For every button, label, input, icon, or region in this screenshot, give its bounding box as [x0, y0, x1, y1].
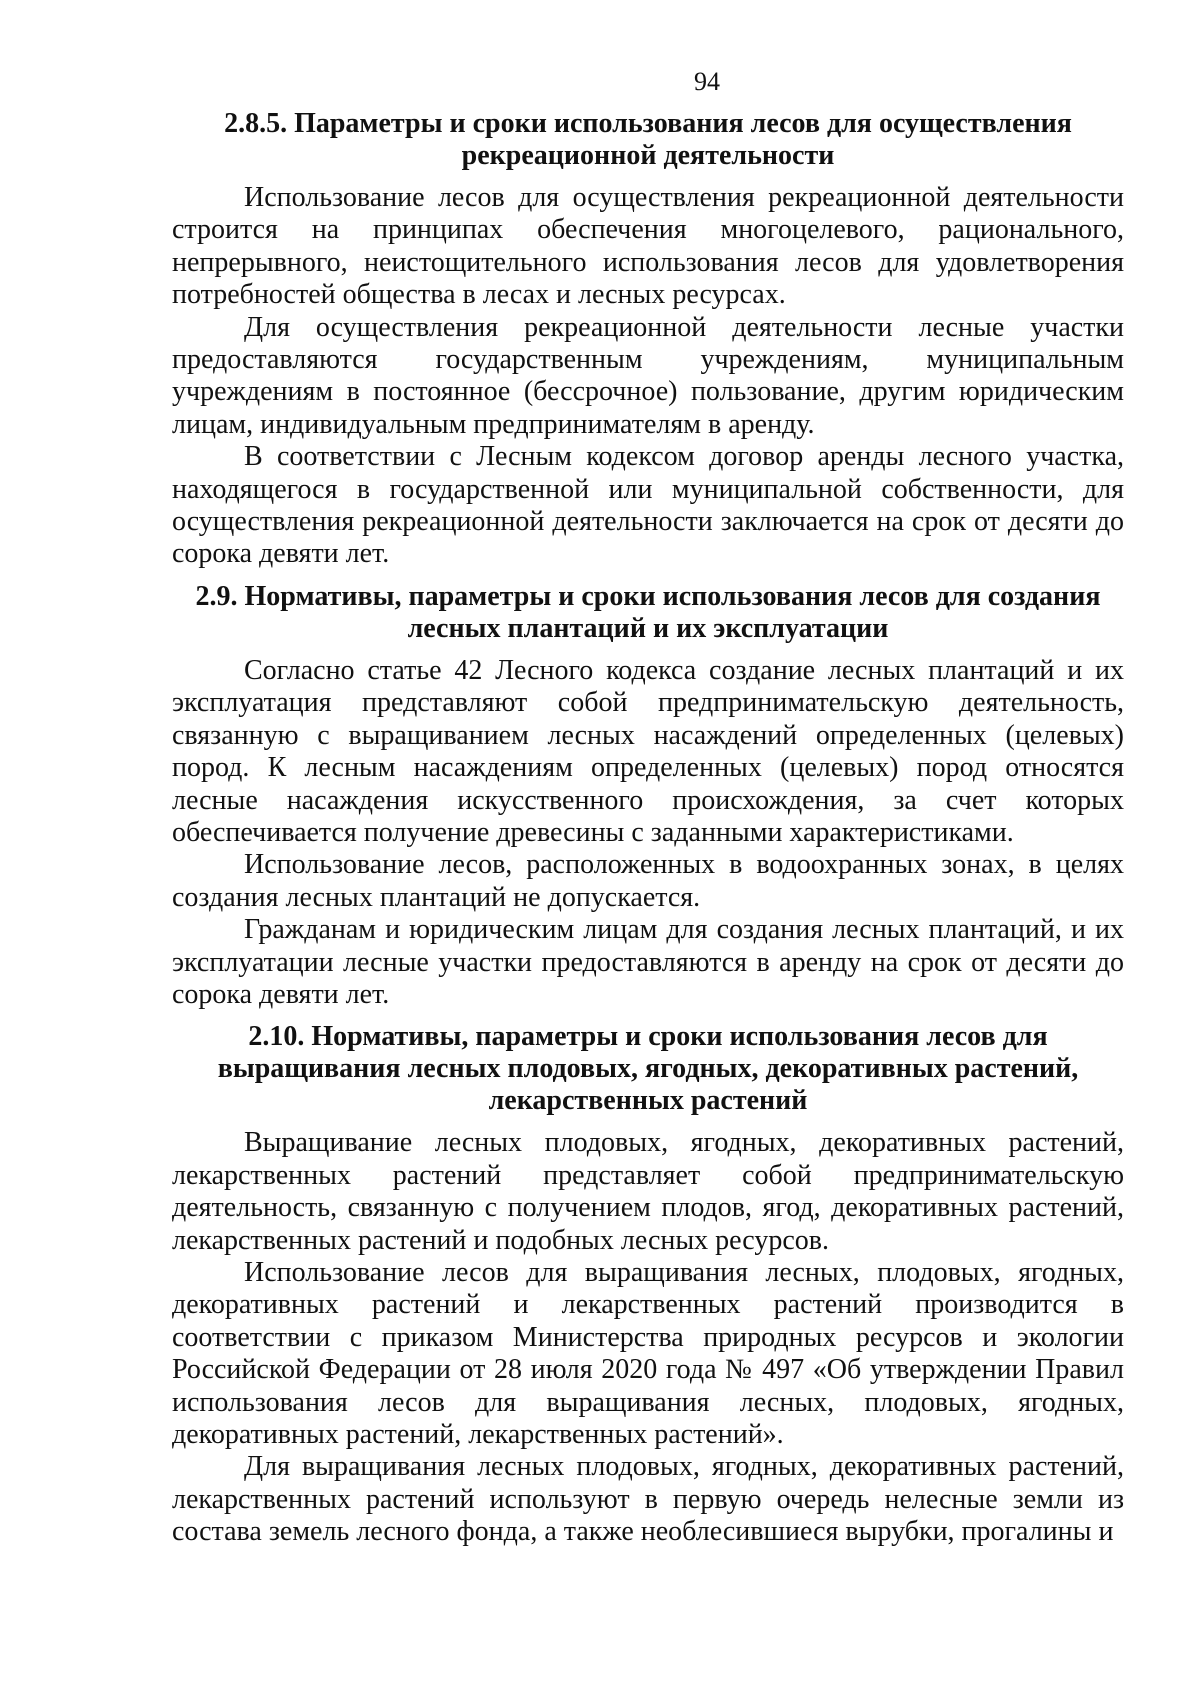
document-page — [172, 66, 1124, 1549]
paragraph: Выращивание лесных плодовых, ягодных, декоративных растений, лекарственных растений представляет собой предпринимательскую деятельность, связанную с получением плодов, ягод, декоративных растений, лекарственных растений и подобных лесных ресурсов. — [172, 1127, 1124, 1256]
page-number: 94 — [694, 67, 720, 96]
section-title-2-9: 2.9. Нормативы, параметры и сроки использования лесов для создания лесных плантаций и их эксплуатации — [195, 580, 1101, 644]
paragraph: Для выращивания лесных плодовых, ягодных, декоративных растений, лекарственных растений используют в первую очередь нелесные земли из состава земель лесного фонда, а также необлесившиеся вырубки, прогалины и — [172, 1451, 1124, 1548]
section-title-2-10: 2.10. Нормативы, параметры и сроки использования лесов для выращивания лесных плодовых, ягодных, декоративных растений, лекарственных растений — [217, 1021, 1079, 1117]
paragraph: Согласно статье 42 Лесного кодекса создание лесных плантаций и их эксплуатация представляют собой предпринимательскую деятельность, связанную с выращиванием лесных насаждений определенных (целевых) пород. К лесным насаждениям определенных (целевых) пород относятся лесные насаждения искусственного происхождения, за счет которых обеспечивается получение древесины с заданными характеристиками. — [172, 654, 1124, 848]
section-title-2-8-5: 2.8.5. Параметры и сроки использования лесов для осуществления рекреационной деятельности — [224, 108, 1072, 171]
paragraph: Использование лесов для выращивания лесных, плодовых, ягодных, декоративных растений и лекарственных растений производится в соответствии с приказом Министерства природных ресурсов и экологии Российской Федерации от 28 июля 2020 года № 497 «Об утверждении Правил использования лесов для выращивания лесных, плодовых, ягодных, декоративных растений, лекарственных растений». — [172, 1256, 1124, 1450]
paragraph: В соответствии с Лесным кодексом договор аренды лесного участка, находящегося в государственной или муниципальной собственности, для осуществления рекреационной деятельности заключается на срок от десяти до сорока девяти лет. — [172, 441, 1124, 570]
paragraph: Использование лесов для осуществления рекреационной деятельности строится на принципах обеспечения многоцелевого, рационального, непрерывного, неистощительного использования лесов для удовлетворения потребностей общества в лесах и лесных ресурсах. — [172, 182, 1124, 311]
paragraph: Использование лесов, расположенных в водоохранных зонах, в целях создания лесных плантаций не допускается. — [172, 849, 1124, 913]
paragraph: Гражданам и юридическим лицам для создания лесных плантаций, и их эксплуатации лесные участки предоставляются в аренду на срок от десяти до сорока девяти лет. — [172, 914, 1124, 1010]
paragraph: Для осуществления рекреационной деятельности лесные участки предоставляются государственным учреждениям, муниципальным учреждениям в постоянное (бессрочное) пользование, другим юридическим лицам, индивидуальным предпринимателям в аренду. — [172, 311, 1124, 440]
